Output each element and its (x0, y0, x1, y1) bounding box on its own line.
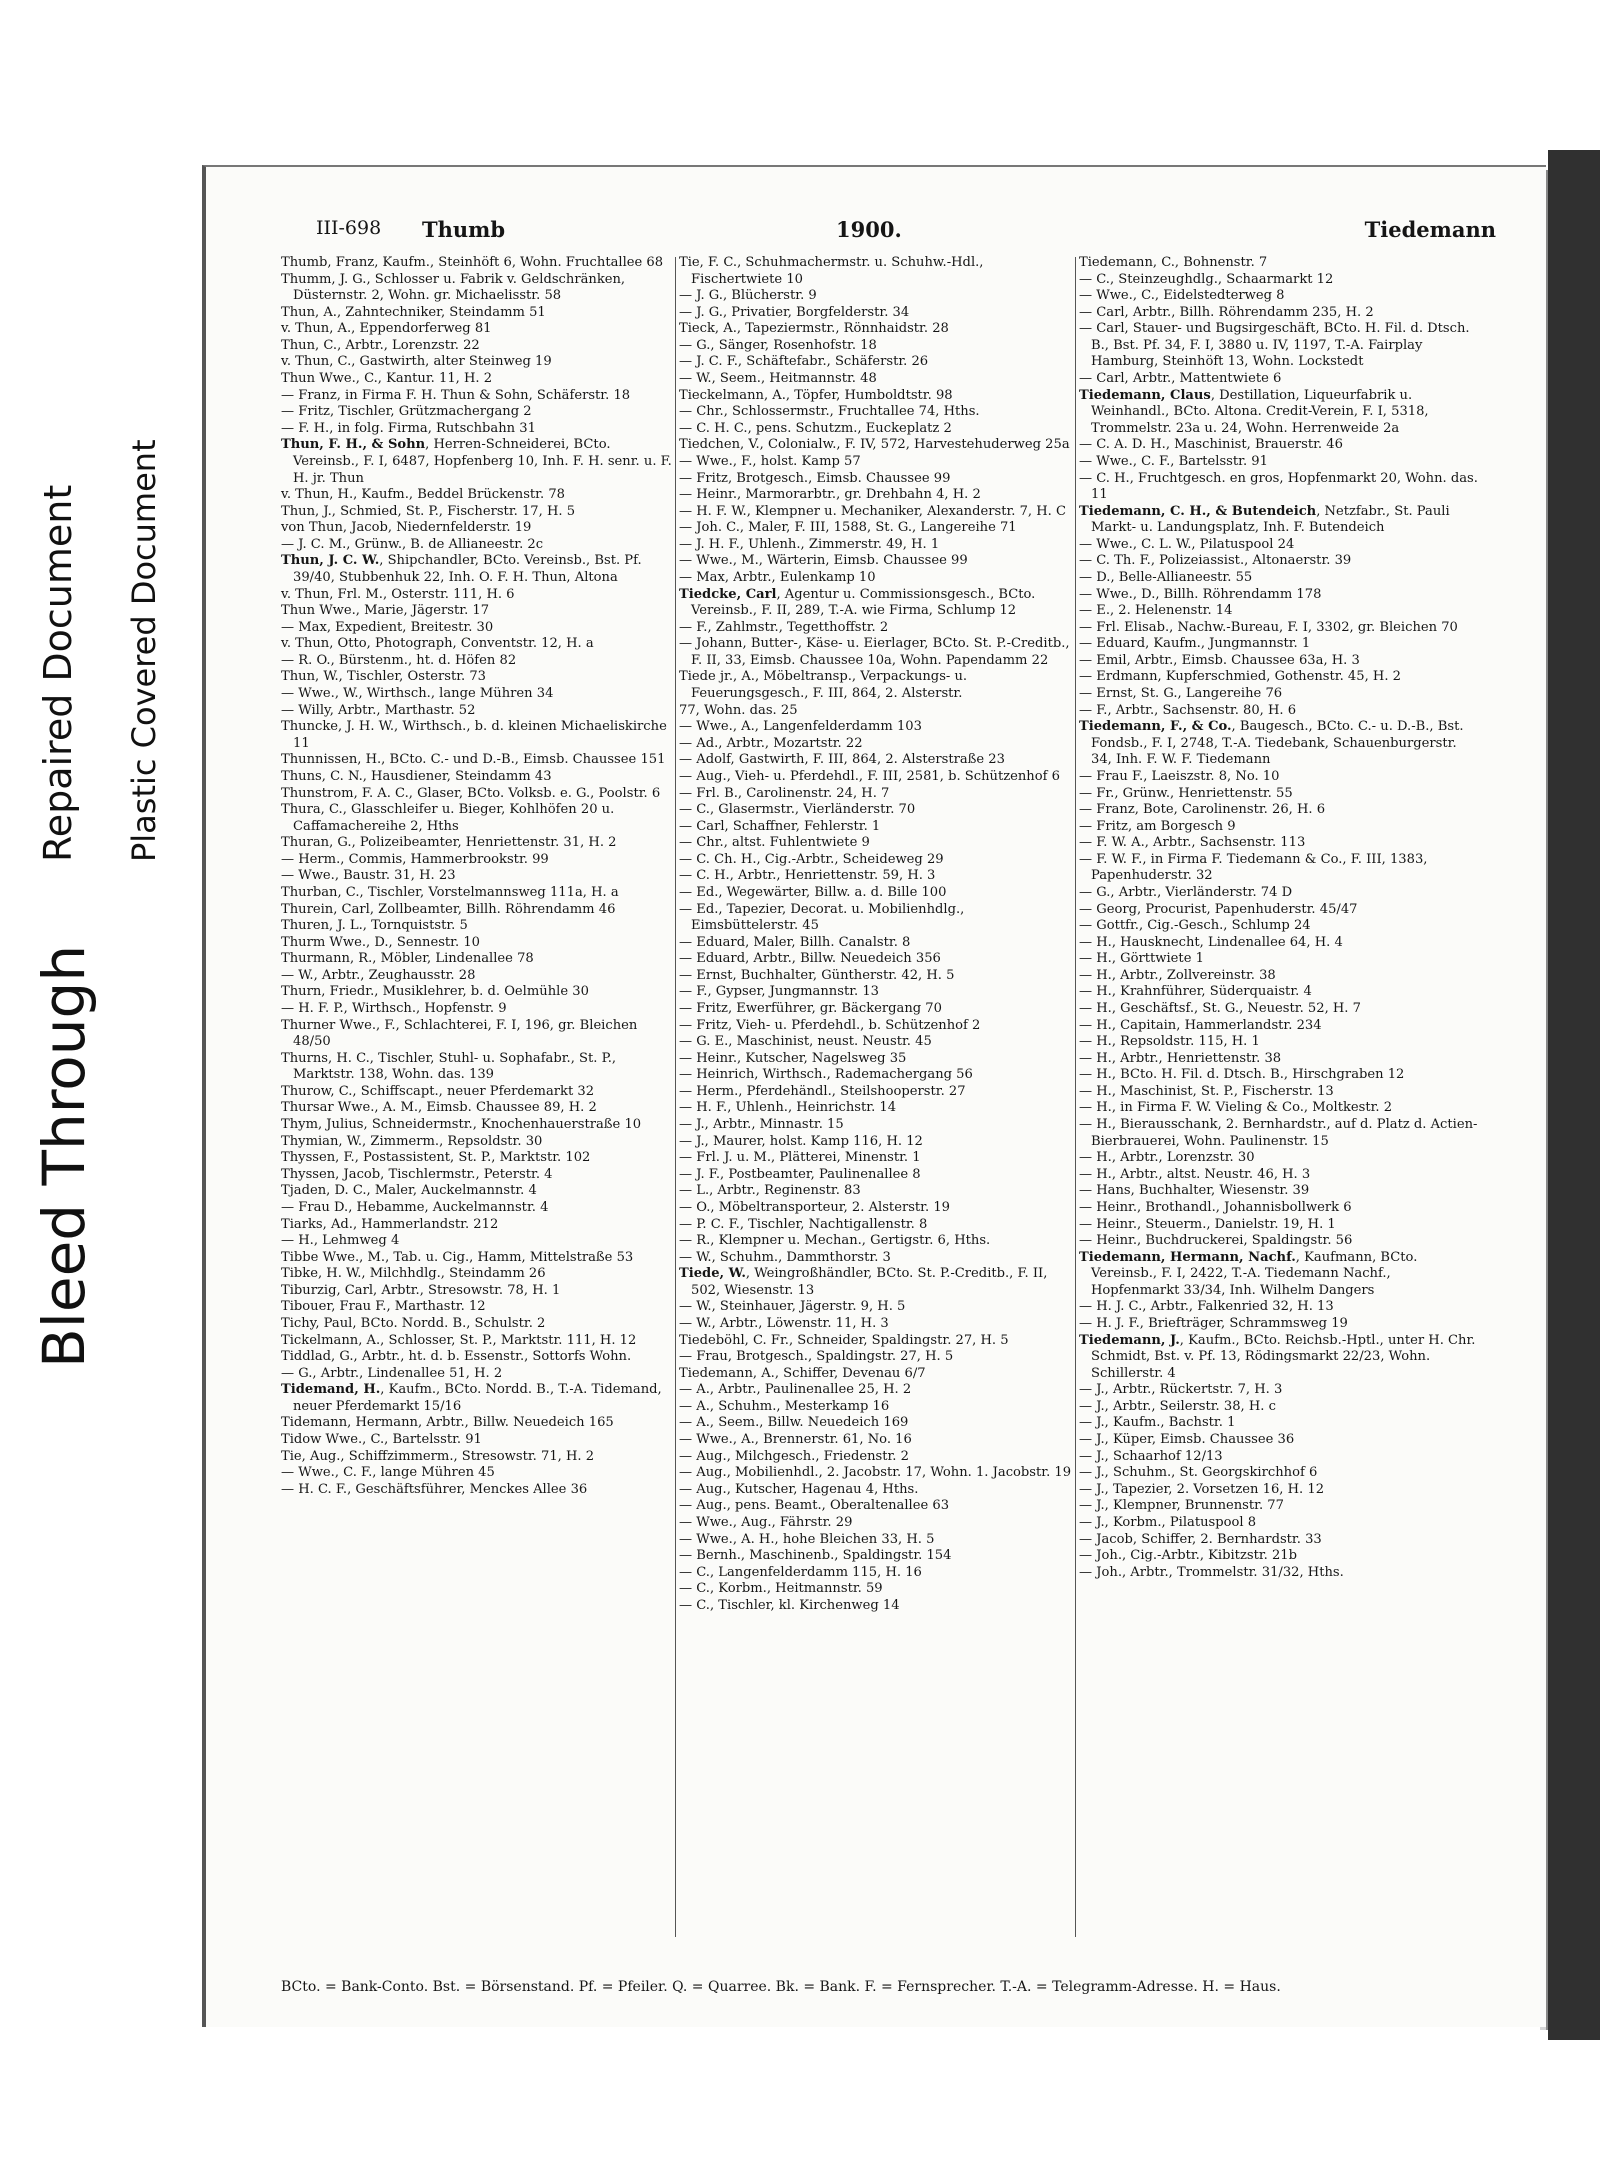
directory-entry: — Aug., Milchgesch., Friedenstr. 2 (679, 1448, 909, 1464)
directory-entry: — Heinr., Kutscher, Nagelsweg 35 (679, 1050, 907, 1066)
page-number: III-698 (316, 217, 382, 239)
directory-entry: — Aug., pens. Beamt., Oberaltenallee 63 (679, 1498, 950, 1514)
directory-entry: Tickelmann, A., Schlosser, St. P., Marktstr. 111, H. 12 (281, 1332, 637, 1348)
directory-entry: — H. F. W., Klempner u. Mechaniker, Alexanderstr. 7, H. C (679, 503, 1067, 519)
directory-entry: — H., Maschinist, St. P., Fischerstr. 13 (1079, 1083, 1334, 1099)
directory-entry: — A., Seem., Billw. Neuedeich 169 (679, 1415, 909, 1431)
directory-entry: — J., Küper, Eimsb. Chaussee 36 (1079, 1432, 1295, 1448)
directory-entry: — Max, Arbtr., Eulenkamp 10 (679, 569, 876, 585)
directory-entry: Thunstrom, F. A. C., Glaser, BCto. Volksb. e. G., Poolstr. 6 (281, 785, 661, 801)
directory-entry: v. Thun, A., Eppendorferweg 81 (281, 321, 492, 337)
directory-entry: — Wwe., A., Brennerstr. 61, No. 16 (679, 1432, 912, 1448)
directory-entry: — R., Klempner u. Mechan., Gertigstr. 6, Hths. (679, 1233, 991, 1249)
entry-name-bold: Thun, F. H., & Sohn (281, 437, 426, 453)
directory-entry: — Wwe., F., holst. Kamp 57 (679, 453, 861, 469)
directory-entry: — Wwe., C. F., Bartelsstr. 91 (1079, 453, 1268, 469)
directory-entry: — Heinr., Buchdruckerei, Spaldingstr. 56 (1079, 1233, 1353, 1249)
directory-entry: — J., Korbm., Pilatuspool 8 (1079, 1514, 1257, 1530)
directory-entry: — P. C. F., Tischler, Nachtigallenstr. 8 (679, 1216, 928, 1232)
directory-entry: — C. H., Fruchtgesch. en gros, Hopfenmarkt 20, Wohn. das. 11 (1079, 470, 1478, 503)
directory-entry: — Frau F., Laeiszstr. 8, No. 10 (1079, 768, 1280, 784)
directory-entry: Tiedemann, F., & Co., Baugesch., BCto. C.- u. D.-B., Bst. Fondsb., F. I, 2748, T.-A. Tiedebank, Schauenburgerstr. 34, Inh. F. W. F. Tiedemann (1079, 719, 1464, 768)
directory-entry: Thuncke, J. H. W., Wirthsch., b. d. kleinen Michaeliskirche 11 (281, 719, 667, 751)
directory-entry: Thurein, Carl, Zollbeamter, Billh. Röhrendamm 46 (281, 901, 616, 917)
directory-entry: Thurmann, R., Möbler, Lindenallee 78 (281, 951, 534, 967)
directory-entry: Thun Wwe., C., Kantur. 11, H. 2 (281, 371, 493, 387)
directory-entry: Thun, J., Schmied, St. P., Fischerstr. 17, H. 5 (281, 503, 576, 519)
directory-entry: — F. H., in folg. Firma, Rutschbahn 31 (281, 420, 536, 436)
directory-entry: Tiedcke, Carl, Agentur u. Commissionsgesch., BCto. Vereinsb., F. II, 289, T.-A. wie Firma, Schlump 12 (679, 586, 1036, 619)
directory-entry: — J. G., Blücherstr. 9 (679, 288, 817, 304)
directory-entry: — C. Th. F., Polizeiassist., Altonaerstr. 39 (1079, 553, 1352, 569)
directory-entry: — F., Zahlmstr., Tegetthoffstr. 2 (679, 619, 889, 635)
column-divider (1075, 257, 1076, 1937)
directory-entry: — Fritz, am Borgesch 9 (1079, 818, 1236, 834)
entry-name-bold: Tiedemann, C. H., & Butendeich (1079, 503, 1317, 519)
directory-entry: — J. C. M., Grünw., B. de Allianeestr. 2c (281, 536, 544, 552)
directory-entry: — Aug., Vieh- u. Pferdehdl., F. III, 2581, b. Schützenhof 6 (679, 768, 1060, 784)
directory-entry: Thuren, J. L., Tornquiststr. 5 (281, 918, 468, 934)
directory-entry: Tiede, W., Weingroßhändler, BCto. St. P.-Creditb., F. II, 502, Wiesenstr. 13 (679, 1266, 1048, 1298)
directory-entry: — J. H. F., Uhlenh., Zimmerstr. 49, H. 1 (679, 536, 940, 552)
directory-entry: — Frl. B., Carolinenstr. 24, H. 7 (679, 785, 890, 801)
directory-entry: Thun, C., Arbtr., Lorenzstr. 22 (281, 337, 480, 353)
directory-entry: 77, Wohn. das. 25 (679, 702, 798, 718)
directory-entry: — Wwe., C., Eidelstedterweg 8 (1079, 288, 1285, 304)
directory-entry: — Wwe., A., Langenfelderdamm 103 (679, 719, 922, 735)
page-header (316, 217, 1496, 251)
directory-entry: Tieckelmann, A., Töpfer, Humboldtstr. 98 (679, 387, 953, 403)
directory-entry: Thym, Julius, Schneidermstr., Knochenhauerstraße 10 (281, 1117, 642, 1133)
directory-entry: — Joh., Arbtr., Trommelstr. 31/32, Hths. (1079, 1564, 1344, 1580)
directory-entry: Tiedchen, V., Colonialw., F. IV, 572, Harvestehuderweg 25a (679, 437, 1070, 453)
directory-entry: — Fritz, Tischler, Grützmachergang 2 (281, 404, 532, 420)
scan-background-edge (1548, 150, 1600, 2040)
directory-entry: — C. H. C., pens. Schutzm., Euckeplatz 2 (679, 420, 952, 436)
directory-column-1 (281, 255, 673, 1498)
directory-entry: — H. F., Uhlenh., Heinrichstr. 14 (679, 1100, 897, 1116)
directory-entry: — W., Steinhauer, Jägerstr. 9, H. 5 (679, 1299, 906, 1315)
directory-entry: Tibouer, Frau F., Marthastr. 12 (281, 1299, 486, 1315)
directory-entry: — Ad., Arbtr., Mozartstr. 22 (679, 735, 863, 751)
directory-entry: — Gottfr., Cig.-Gesch., Schlump 24 (1079, 918, 1311, 934)
directory-entry: Tidow Wwe., C., Bartelsstr. 91 (281, 1432, 482, 1448)
directory-entry: — Emil, Arbtr., Eimsb. Chaussee 63a, H. 3 (1079, 652, 1360, 668)
directory-entry: — C., Korbm., Heitmannstr. 59 (679, 1581, 883, 1597)
directory-entry: von Thun, Jacob, Niedernfelderstr. 19 (281, 520, 532, 536)
directory-entry: — Johann, Butter-, Käse- u. Eierlager, BCto. St. P.-Creditb., F. II, 33, Eimsb. Chaussee 10a, Wohn. Papendamm 22 (679, 636, 1070, 668)
directory-entry: Thurns, H. C., Tischler, Stuhl- u. Sophafabr., St. P., Marktstr. 138, Wohn. das. 139 (281, 1050, 617, 1083)
directory-entry: — Willy, Arbtr., Marthastr. 52 (281, 702, 476, 718)
directory-entry: Thumm, J. G., Schlosser u. Fabrik v. Geldschränken, Düsternstr. 2, Wohn. gr. Michaelisstr. 58 (281, 271, 626, 304)
directory-entry: — Erdmann, Kupferschmied, Gothenstr. 45, H. 2 (1079, 669, 1401, 685)
directory-entry: — Herm., Pferdehändl., Steilshooperstr. 27 (679, 1083, 966, 1099)
directory-entry: — Hans, Buchhalter, Wiesenstr. 39 (1079, 1183, 1310, 1199)
directory-entry: — H., Arbtr., Zollvereinstr. 38 (1079, 967, 1276, 983)
directory-entry: — C., Steinzeughdlg., Schaarmarkt 12 (1079, 271, 1334, 287)
entry-name-bold: Tiede, W. (679, 1266, 746, 1282)
directory-entry: — Joh., Cig.-Arbtr., Kibitzstr. 21b (1079, 1548, 1298, 1564)
directory-entry: — Fritz, Brotgesch., Eimsb. Chaussee 99 (679, 470, 951, 486)
directory-entry: — C. Ch. H., Cig.-Arbtr., Scheideweg 29 (679, 851, 944, 867)
directory-entry: — H., Arbtr., Lorenzstr. 30 (1079, 1150, 1255, 1166)
header-year: 1900. (836, 217, 902, 242)
directory-entry: — Frl. J. u. M., Plätterei, Minenstr. 1 (679, 1150, 921, 1166)
directory-entry: — H. C. F., Geschäftsführer, Menckes Allee 36 (281, 1481, 588, 1497)
directory-entry: Thyssen, Jacob, Tischlermstr., Peterstr. 4 (281, 1166, 553, 1182)
directory-entry: — Fritz, Vieh- u. Pferdehdl., b. Schützenhof 2 (679, 1017, 981, 1033)
directory-entry: — Wwe., A. H., hohe Bleichen 33, H. 5 (679, 1531, 935, 1547)
directory-entry: — L., Arbtr., Reginenstr. 83 (679, 1183, 861, 1199)
directory-entry: — F., Gypser, Jungmannstr. 13 (679, 984, 880, 1000)
directory-entry: Thunnissen, H., BCto. C.- und D.-B., Eimsb. Chaussee 151 (281, 752, 666, 768)
document-page (202, 165, 1546, 2027)
directory-entry: — F. W. A., Arbtr., Sachsenstr. 113 (1079, 835, 1306, 851)
directory-entry: — J., Schaarhof 12/13 (1079, 1448, 1223, 1464)
directory-entry: — W., Arbtr., Zeughausstr. 28 (281, 967, 476, 983)
directory-entry: — W., Schuhm., Dammthorstr. 3 (679, 1249, 891, 1265)
directory-entry: — D., Belle-Allianeestr. 55 (1079, 569, 1253, 585)
directory-entry: — A., Schuhm., Mesterkamp 16 (679, 1398, 890, 1414)
directory-entry: — Eduard, Maler, Billh. Canalstr. 8 (679, 934, 911, 950)
directory-entry: — Ed., Tapezier, Decorat. u. Mobilienhdlg., Eimsbüttelerstr. 45 (679, 901, 965, 934)
directory-entry: Thun, W., Tischler, Osterstr. 73 (281, 669, 487, 685)
directory-entry: — F., Arbtr., Sachsenstr. 80, H. 6 (1079, 702, 1297, 718)
directory-entry: — Frl. Elisab., Nachw.-Bureau, F. I, 3302, gr. Bleichen 70 (1079, 619, 1458, 635)
directory-entry: — J., Arbtr., Minnastr. 15 (679, 1117, 844, 1133)
directory-entry: — Carl, Arbtr., Billh. Röhrendamm 235, H. 2 (1079, 304, 1374, 320)
entry-name-bold: Tiedemann, Claus (1079, 387, 1211, 403)
directory-entry: — Ernst, St. G., Langereihe 76 (1079, 686, 1283, 702)
directory-entry: — Bernh., Maschinenb., Spaldingstr. 154 (679, 1548, 952, 1564)
directory-entry: Thun, A., Zahntechniker, Steindamm 51 (281, 304, 546, 320)
directory-entry: — Aug., Mobilienhdl., 2. Jacobstr. 17, Wohn. 1. Jacobstr. 19 (679, 1465, 1072, 1481)
entry-name-bold: Tidemand, H. (281, 1382, 381, 1398)
directory-entry: — G., Arbtr., Vierländerstr. 74 D (1079, 884, 1293, 900)
directory-entry: Thurner Wwe., F., Schlachterei, F. I, 196, gr. Bleichen 48/50 (281, 1017, 638, 1050)
directory-entry: — J., Arbtr., Rückertstr. 7, H. 3 (1079, 1382, 1283, 1398)
directory-entry: — H., Hausknecht, Lindenallee 64, H. 4 (1079, 934, 1343, 950)
label-bleed-through: Bleed Through (30, 944, 98, 1368)
directory-entry: Tibke, H. W., Milchhdlg., Steindamm 26 (281, 1266, 546, 1282)
directory-entry: Thun, J. C. W., Shipchandler, BCto. Vereinsb., Bst. Pf. 39/40, Stubbenhuk 22, Inh. O. F. H. Thun, Altona (281, 553, 642, 585)
directory-entry: Tiedemann, Claus, Destillation, Liqueurfabrik u. Weinhandl., BCto. Altona. Credit-Verein, F. I, 5318, Trommelstr. 23a u. 24, Wohn. Herrenweide 2a (1079, 387, 1429, 436)
directory-entry: Thuran, G., Polizeibeamter, Henriettenstr. 31, H. 2 (281, 835, 617, 851)
directory-entry: — Joh. C., Maler, F. III, 1588, St. G., Langereihe 71 (679, 520, 1017, 536)
directory-entry: — J., Schuhm., St. Georgskirchhof 6 (1079, 1465, 1318, 1481)
directory-column-3 (1079, 255, 1481, 1581)
directory-entry: Tiedemann, C., Bohnenstr. 7 (1079, 255, 1268, 270)
directory-entry: — H., Repsoldstr. 115, H. 1 (1079, 1034, 1260, 1050)
directory-entry: — H. J. C., Arbtr., Falkenried 32, H. 13 (1079, 1299, 1334, 1315)
directory-entry: — H., Arbtr., altst. Neustr. 46, H. 3 (1079, 1166, 1311, 1182)
label-repaired-document: Repaired Document (36, 484, 80, 862)
directory-entry: — Jacob, Schiffer, 2. Bernhardstr. 33 (1079, 1531, 1322, 1547)
directory-entry: Thuns, C. N., Hausdiener, Steindamm 43 (281, 768, 552, 784)
directory-entry: — Wwe., M., Wärterin, Eimsb. Chaussee 99 (679, 553, 968, 569)
directory-entry: v. Thun, C., Gastwirth, alter Steinweg 19 (281, 354, 552, 370)
directory-entry: Tie, Aug., Schiffzimmerm., Stresowstr. 71, H. 2 (281, 1448, 595, 1464)
directory-entry: — Georg, Procurist, Papenhuderstr. 45/47 (1079, 901, 1358, 917)
directory-entry: Tjaden, D. C., Maler, Auckelmannstr. 4 (281, 1183, 537, 1199)
directory-entry: Tie, F. C., Schuhmachermstr. u. Schuhw.-Hdl., Fischertwiete 10 (679, 255, 984, 287)
directory-entry: — Frau D., Hebamme, Auckelmannstr. 4 (281, 1199, 549, 1215)
directory-entry: Thurow, C., Schiffscapt., neuer Pferdemarkt 32 (281, 1083, 595, 1099)
directory-entry: — H. J. F., Briefträger, Schrammsweg 19 (1079, 1316, 1348, 1331)
directory-entry: — Carl, Stauer- und Bugsirgeschäft, BCto. H. Fil. d. Dtsch. B., Bst. Pf. 34, F. I, 3880 u. IV, 1197, T.-A. Fairplay Hamburg, Steinhöft 13, Wohn. Lockstedt (1079, 321, 1470, 370)
entry-name-bold: Tiedemann, J. (1079, 1332, 1180, 1348)
directory-entry: — C., Langenfelderdamm 115, H. 16 (679, 1564, 922, 1580)
entry-name-bold: Tiedemann, Hermann, Nachf. (1079, 1249, 1296, 1265)
directory-entry: — F. W. F., in Firma F. Tiedemann & Co., F. III, 1383, Papenhuderstr. 32 (1079, 851, 1428, 884)
directory-column-2 (679, 255, 1073, 1614)
directory-entry: — W., Arbtr., Löwenstr. 11, H. 3 (679, 1316, 889, 1331)
directory-entry: — C., Tischler, kl. Kirchenweg 14 (679, 1597, 900, 1613)
directory-entry: — J. G., Privatier, Borgfelderstr. 34 (679, 304, 910, 320)
directory-entry: — Frau, Brotgesch., Spaldingstr. 27, H. 5 (679, 1349, 954, 1365)
directory-entry: Thyssen, F., Postassistent, St. P., Marktstr. 102 (281, 1150, 591, 1166)
directory-entry: Thursar Wwe., A. M., Eimsb. Chaussee 89, H. 2 (281, 1100, 597, 1116)
directory-entry: Tiedemann, A., Schiffer, Devenau 6/7 (679, 1365, 926, 1381)
directory-entry: — C. A. D. H., Maschinist, Brauerstr. 46 (1079, 437, 1343, 453)
directory-entry: — Carl, Arbtr., Mattentwiete 6 (1079, 371, 1282, 387)
directory-entry: — Wwe., C. F., lange Mühren 45 (281, 1465, 495, 1481)
directory-entry: — E., 2. Helenenstr. 14 (1079, 603, 1233, 619)
directory-entry: Tichy, Paul, BCto. Nordd. B., Schulstr. 2 (281, 1316, 546, 1331)
directory-entry: Tiedemann, Hermann, Nachf., Kaufmann, BCto. Vereinsb., F. I, 2422, T.-A. Tiedemann Nachf., Hopfenmarkt 33/34, Inh. Wilhelm Dangers (1079, 1249, 1418, 1298)
directory-entry: — G., Sänger, Rosenhofstr. 18 (679, 337, 877, 353)
directory-entry: Tiarks, Ad., Hammerlandstr. 212 (281, 1216, 499, 1232)
directory-entry: Tiburzig, Carl, Arbtr., Stresowstr. 78, H. 1 (281, 1282, 561, 1298)
directory-entry: — Wwe., Aug., Fährstr. 29 (679, 1514, 853, 1530)
entry-name-bold: Thun, J. C. W. (281, 553, 380, 569)
directory-entry: — H., Bierausschank, 2. Bernhardstr., auf d. Platz d. Actien-Bierbrauerei, Wohn. Paulinenstr. 15 (1079, 1117, 1478, 1149)
directory-entry: — H., Görttwiete 1 (1079, 951, 1204, 967)
directory-entry: — Wwe., W., Wirthsch., lange Mühren 34 (281, 686, 554, 702)
directory-entry: — Franz, Bote, Carolinenstr. 26, H. 6 (1079, 802, 1326, 818)
directory-entry: — J., Arbtr., Seilerstr. 38, H. c (1079, 1398, 1276, 1414)
directory-entry: v. Thun, Frl. M., Osterstr. 111, H. 6 (281, 586, 515, 602)
directory-entry: — Franz, in Firma F. H. Thun & Sohn, Schäferstr. 18 (281, 387, 631, 403)
directory-entry: — J., Tapezier, 2. Vorsetzen 16, H. 12 (1079, 1481, 1325, 1497)
directory-entry: — O., Möbeltransporteur, 2. Alsterstr. 19 (679, 1199, 950, 1215)
abbreviation-legend: BCto. = Bank-Conto. Bst. = Börsenstand. Pf. = Pfeiler. Q. = Quarree. Bk. = Bank. F. = Fernsprecher. T.-A. = Telegramm-Adresse. H. = Haus. (281, 1979, 1281, 1995)
directory-entry: — Heinr., Brothandl., Johannisbollwerk 6 (1079, 1199, 1352, 1215)
directory-entry: — Fritz, Ewerführer, gr. Bäckergang 70 (679, 1001, 942, 1017)
directory-entry: — G. E., Maschinist, neust. Neustr. 45 (679, 1034, 932, 1050)
directory-entry: — Wwe., Baustr. 31, H. 23 (281, 868, 456, 884)
directory-entry: — H., Capitain, Hammerlandstr. 234 (1079, 1017, 1322, 1033)
directory-entry: Tiedemann, C. H., & Butendeich, Netzfabr., St. Pauli Markt- u. Landungsplatz, Inh. F. Butendeich (1079, 503, 1450, 536)
directory-entry: — Fr., Grünw., Henriettenstr. 55 (1079, 785, 1293, 801)
directory-entry: — Heinr., Steuerm., Danielstr. 19, H. 1 (1079, 1216, 1336, 1232)
directory-entry: Thurban, C., Tischler, Vorstelmannsweg 111a, H. a (281, 884, 619, 900)
directory-entry: — A., Arbtr., Paulinenallee 25, H. 2 (679, 1382, 912, 1398)
directory-entry: Thurn, Friedr., Musiklehrer, b. d. Oelmühle 30 (281, 984, 589, 1000)
directory-entry: — J., Maurer, holst. Kamp 116, H. 12 (679, 1133, 923, 1149)
directory-entry: — H., Arbtr., Henriettenstr. 38 (1079, 1050, 1282, 1066)
directory-entry: — Aug., Kutscher, Hagenau 4, Hths. (679, 1481, 919, 1497)
directory-entry: — Ernst, Buchhalter, Güntherstr. 42, H. 5 (679, 967, 955, 983)
directory-entry: Tibbe Wwe., M., Tab. u. Cig., Hamm, Mittelstraße 53 (281, 1249, 634, 1265)
directory-entry: Tidemand, H., Kaufm., BCto. Nordd. B., T.-A. Tidemand, neuer Pferdemarkt 15/16 (281, 1382, 662, 1414)
directory-entry: — J., Kaufm., Bachstr. 1 (1079, 1415, 1236, 1431)
column-divider (675, 257, 676, 1937)
directory-entry: — H., Geschäftsf., St. G., Neuestr. 52, H. 7 (1079, 1001, 1361, 1017)
directory-entry: Thura, C., Glasschleifer u. Bieger, Kohlhöfen 20 u. Caffamachereihe 2, Hths (281, 802, 615, 834)
directory-entry: — Eduard, Kaufm., Jungmannstr. 1 (1079, 636, 1311, 652)
directory-entry: Thurm Wwe., D., Sennestr. 10 (281, 934, 480, 950)
directory-entry: Tiddlad, G., Arbtr., ht. d. b. Essenstr., Sottorfs Wohn. (281, 1349, 632, 1365)
directory-entry: Tieck, A., Tapeziermstr., Rönnhaidstr. 28 (679, 321, 949, 337)
directory-entry: — Heinr., Marmorarbtr., gr. Drehbahn 4, H. 2 (679, 487, 981, 503)
directory-entry: — W., Seem., Heitmannstr. 48 (679, 371, 877, 387)
directory-entry: Thumb, Franz, Kaufm., Steinhöft 6, Wohn. Fruchtallee 68 (281, 255, 664, 270)
directory-entry: Tidemann, Hermann, Arbtr., Billw. Neuedeich 165 (281, 1415, 614, 1431)
directory-entry: — Chr., altst. Fuhlentwiete 9 (679, 835, 870, 851)
directory-entry: — J., Klempner, Brunnenstr. 77 (1079, 1498, 1284, 1514)
directory-entry: Thun Wwe., Marie, Jägerstr. 17 (281, 603, 490, 619)
directory-entry: — Ed., Wegewärter, Billw. a. d. Bille 100 (679, 884, 947, 900)
directory-entry: — J. F., Postbeamter, Paulinenallee 8 (679, 1166, 921, 1182)
directory-entry: — H., BCto. H. Fil. d. Dtsch. B., Hirschgraben 12 (1079, 1067, 1405, 1083)
directory-entry: — Chr., Schlossermstr., Fruchtallee 74, Hths. (679, 404, 980, 420)
directory-entry: Thun, F. H., & Sohn, Herren-Schneiderei, BCto. Vereinsb., F. I, 6487, Hopfenberg 10, Inh. F. H. senr. u. F. H. jr. Thun (281, 437, 672, 486)
directory-entry: — Adolf, Gastwirth, F. III, 864, 2. Alsterstraße 23 (679, 752, 1005, 768)
directory-entry: — H., Lehmweg 4 (281, 1233, 400, 1249)
directory-entry: — Carl, Schaffner, Fehlerstr. 1 (679, 818, 881, 834)
directory-entry: — G., Arbtr., Lindenallee 51, H. 2 (281, 1365, 503, 1381)
directory-entry: Tiedeböhl, C. Fr., Schneider, Spaldingstr. 27, H. 5 (679, 1332, 1009, 1348)
directory-entry: — H., in Firma F. W. Vieling & Co., Moltkestr. 2 (1079, 1100, 1393, 1116)
directory-entry: — J. C. F., Schäftefabr., Schäferstr. 26 (679, 354, 929, 370)
directory-entry: Tiedemann, J., Kaufm., BCto. Reichsb.-Hptl., unter H. Chr. Schmidt, Bst. v. Pf. 13, Rödingsmarkt 22/23, Wohn. Schillerstr. 4 (1079, 1332, 1476, 1381)
directory-entry: — C., Glasermstr., Vierländerstr. 70 (679, 802, 916, 818)
directory-entry: — Max, Expedient, Breitestr. 30 (281, 619, 494, 635)
directory-entry: — Eduard, Arbtr., Billw. Neuedeich 356 (679, 951, 941, 967)
entry-name-bold: Tiedcke, Carl (679, 586, 777, 602)
directory-entry: — Herm., Commis, Hammerbrookstr. 99 (281, 851, 549, 867)
directory-entry: — H., Krahnführer, Süderquaistr. 4 (1079, 984, 1312, 1000)
directory-entry: — Heinrich, Wirthsch., Rademachergang 56 (679, 1067, 973, 1083)
entry-name-bold: Tiedemann, F., & Co. (1079, 719, 1232, 735)
directory-entry: — Wwe., D., Billh. Röhrendamm 178 (1079, 586, 1322, 602)
header-right-word: Tiedemann (1364, 217, 1496, 242)
label-plastic-covered: Plastic Covered Document (125, 439, 163, 862)
directory-entry: — Wwe., C. L. W., Pilatuspool 24 (1079, 536, 1295, 552)
directory-entry: — H. F. P., Wirthsch., Hopfenstr. 9 (281, 1001, 507, 1017)
directory-entry: — C. H., Arbtr., Henriettenstr. 59, H. 3 (679, 868, 936, 884)
directory-entry: v. Thun, Otto, Photograph, Conventstr. 12, H. a (281, 636, 594, 652)
directory-entry: Tiede jr., A., Möbeltransp., Verpackungs- u. Feuerungsgesch., F. III, 864, 2. Alsterstr. (679, 669, 968, 702)
directory-entry: — R. O., Bürstenm., ht. d. Höfen 82 (281, 652, 517, 668)
directory-entry: Thymian, W., Zimmerm., Repsoldstr. 30 (281, 1133, 543, 1149)
directory-entry: v. Thun, H., Kaufm., Beddel Brückenstr. 78 (281, 487, 565, 503)
header-left-word: Thumb (422, 217, 506, 242)
